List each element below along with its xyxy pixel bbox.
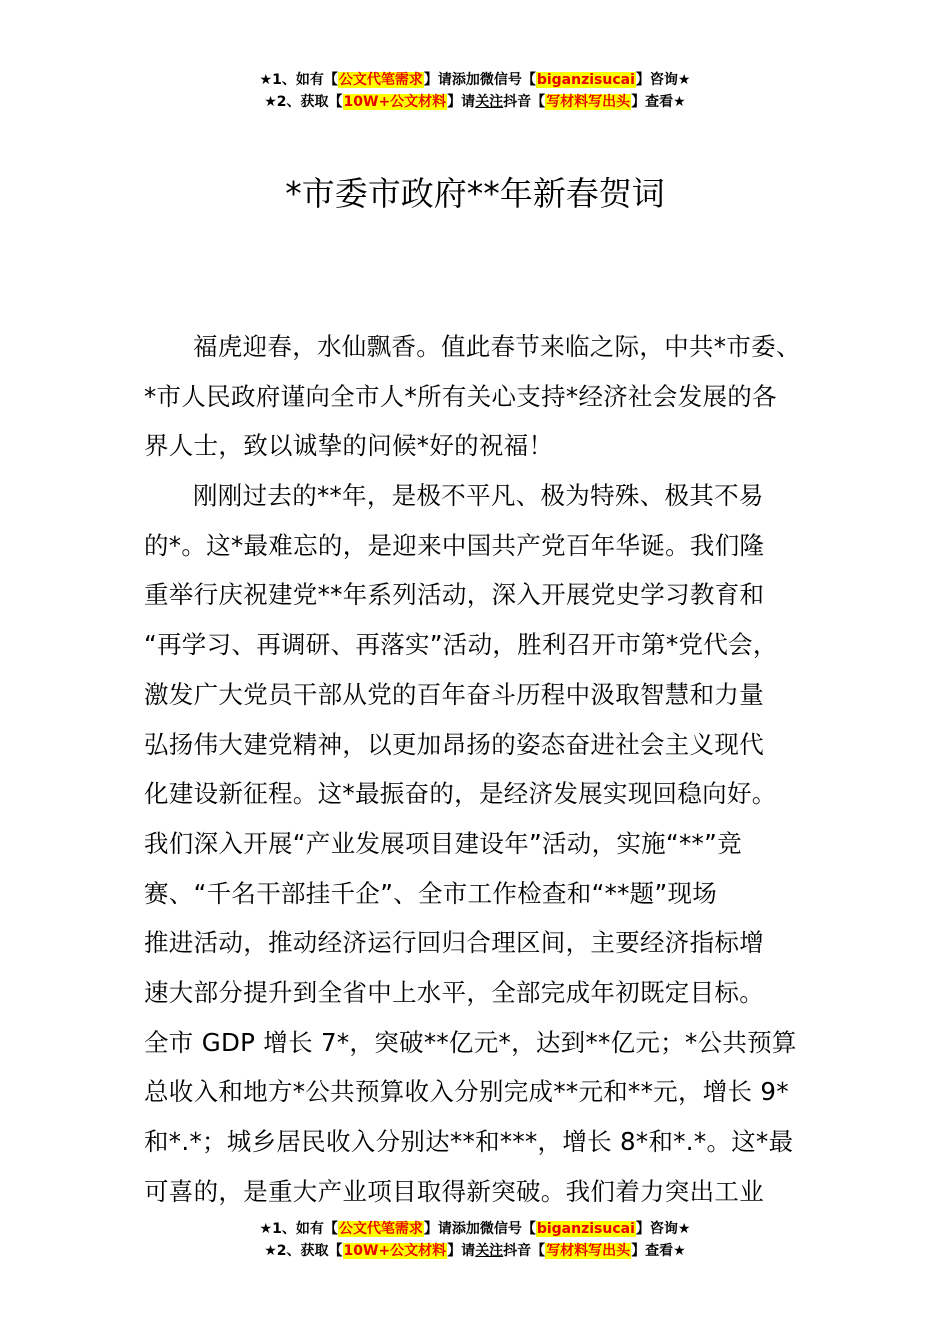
ad-text: ★2、获取【 xyxy=(264,94,343,110)
ad-text: 抖音【 xyxy=(503,1243,546,1259)
body-line: 的*。这*最难忘的，是迎来中国共产党百年华诞。我们隆 xyxy=(144,530,765,560)
body-line: 速大部分提升到全省中上水平，全部完成年初既定目标。 xyxy=(144,977,764,1007)
footer-ad-line-1 xyxy=(0,1218,950,1240)
body-line: 界人士，致以诚挚的问候*好的祝福！ xyxy=(144,431,554,461)
ad-text: ★2、获取【 xyxy=(264,1243,343,1259)
ad-text: ★1、如有【 xyxy=(259,1221,338,1237)
ad-highlight-account: 写材料写出头 xyxy=(546,94,631,110)
body-line: 福虎迎春，水仙飘香。值此春节来临之际，中共*市委、 xyxy=(193,332,801,361)
ad-highlight-service: 公文代笔需求 xyxy=(338,72,423,88)
ad-text: 】咨询★ xyxy=(635,1221,691,1237)
ad-text: 】查看★ xyxy=(631,94,686,110)
ad-highlight-account: 写材料写出头 xyxy=(546,1243,631,1259)
ad-highlight-service: 公文代笔需求 xyxy=(338,1221,423,1237)
ad-highlight-materials: 10W+公文材料 xyxy=(343,94,447,110)
header-ad-line-1 xyxy=(0,69,950,91)
body-line: 和*.*；城乡居民收入分别达**和***，增长 8*和*.*。这*最 xyxy=(144,1127,794,1156)
ad-text: 】请添加微信号【 xyxy=(423,1221,536,1237)
ad-underline-follow: 关注 xyxy=(475,1243,504,1259)
body-line: 刚刚过去的**年，是极不平凡、极为特殊、极其不易 xyxy=(193,481,764,511)
body-line: 我们深入开展“产业发展项目建设年”活动，实施“**”竞 xyxy=(144,828,742,858)
body-line: 总收入和地方*公共预算收入分别完成**元和**元，增长 9* xyxy=(144,1077,789,1107)
ad-highlight-materials: 10W+公文材料 xyxy=(343,1243,447,1259)
header-ad-banner xyxy=(0,69,950,113)
ad-text: 】请 xyxy=(447,94,476,110)
body-line: 激发广大党员干部从党的百年奋斗历程中汲取智慧和力量 xyxy=(144,679,764,709)
body-line: *市人民政府谨向全市人*所有关心支持*经济社会发展的各 xyxy=(144,381,777,411)
ad-text: 抖音【 xyxy=(503,94,546,110)
body-line: 弘扬伟大建党精神，以更加昂扬的姿态奋进社会主义现代 xyxy=(144,729,764,759)
ad-text: 】请 xyxy=(447,1243,476,1259)
ad-text: ★1、如有【 xyxy=(259,72,338,88)
document-body xyxy=(144,322,824,1216)
body-line: 化建设新征程。这*最振奋的，是经济发展实现回稳向好。 xyxy=(144,779,777,809)
header-ad-line-2 xyxy=(0,91,950,113)
ad-highlight-wechat-id: biganzisucai xyxy=(536,72,635,88)
body-line: 赛、“千名干部挂千企”、全市工作检查和“**题”现场 xyxy=(144,878,718,908)
footer-ad-line-2 xyxy=(0,1240,950,1262)
body-line: 推进活动，推动经济运行回归合理区间，主要经济指标增 xyxy=(144,928,764,958)
body-line: “再学习、再调研、再落实”活动，胜利召开市第*党代会， xyxy=(144,630,778,660)
body-line: 重举行庆祝建党**年系列活动，深入开展党史学习教育和 xyxy=(144,580,765,610)
ad-underline-follow: 关注 xyxy=(475,94,504,110)
ad-highlight-wechat-id: biganzisucai xyxy=(536,1221,635,1237)
footer-ad-banner xyxy=(0,1218,950,1262)
document-title: *市委市政府**年新春贺词 xyxy=(285,174,665,213)
ad-text: 】查看★ xyxy=(631,1243,686,1259)
body-line: 全市 GDP 增长 7*，突破**亿元*，达到**亿元；*公共预算 xyxy=(144,1027,797,1057)
ad-text: 】请添加微信号【 xyxy=(423,72,536,88)
body-line: 可喜的，是重大产业项目取得新突破。我们着力突出工业 xyxy=(144,1176,764,1206)
ad-text: 】咨询★ xyxy=(635,72,691,88)
